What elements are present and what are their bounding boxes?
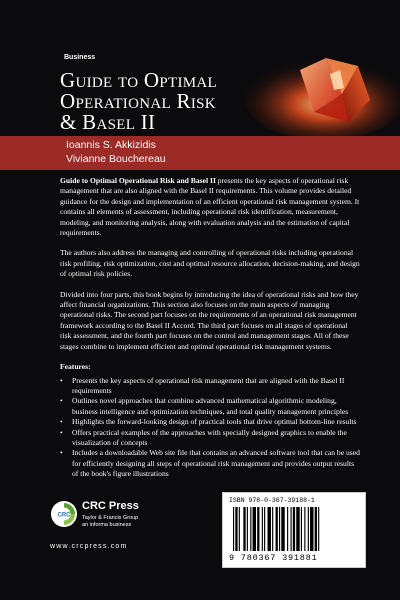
barcode-stripe [239,507,240,551]
description-paragraph [60,176,360,238]
publisher-name: CRC Press [82,500,139,512]
barcode-stripe [276,507,278,551]
barcode-stripe [264,507,265,551]
barcode-stripe [308,507,309,551]
barcode-stripe [233,507,234,551]
feature-item: • Offers practical examples of the approaches with specially designed graphics to enable the visualization of concepts [60,428,360,449]
feature-item: • Presents the key aspects of operational risk management that are aligned with the Basel II requirements [60,376,360,397]
barcode-stripe [253,507,256,551]
barcode-stripe [235,507,237,551]
barcode-image [233,507,357,551]
features-list [60,376,360,480]
author-band [0,136,400,170]
barcode-stripe [296,507,299,551]
category-label: Business [64,54,96,61]
crc-logo-text: CRC [57,512,71,519]
barcode-stripe [304,507,305,551]
barcode-stripe [262,507,263,551]
barcode-stripe [268,507,271,551]
barcode-stripe [287,507,288,551]
barcode-stripe [318,507,319,551]
barcode-stripe [293,507,295,551]
author-name: Ioannis S. Akkizidis [66,139,156,151]
intro-book-title: Guide to Optimal Operational Risk and Basel II [60,176,216,185]
title-line-1: Guide to Optimal [60,68,218,92]
publisher-url: www.crcpress.com [50,543,128,550]
barcode-stripe [272,507,273,551]
feature-item: • Outlines novel approaches that combine advanced mathematical algorithmic modeling, business intelligence and optimization techniques, and total quality management principles [60,396,360,417]
glowing-crystal-image [230,30,400,140]
title-line-2: Operational Risk [60,89,216,113]
description-paragraph: Divided into four parts, this book begins by introducing the idea of operational risks and how they affect financial organizations. This section also focuses on the main aspects of managing operational risks. The second part focuses on the requirements of an operational risk management framework according to the Basel II Accord. The third part focuses on all stages of operational risk assessment, and the fourth part focuses on the control and management stages. All of these stages combine to implement efficient and optimal operational risk management systems. [60,289,359,351]
feature-item: • Includes a downloadable Web site file that contains an advanced software tool that can be used for efficiently designing all steps of operational risk management and provides output results of the book's figure illustrations [60,448,360,479]
description-paragraph: The authors also address the managing and controlling of operational risks including operational risk profiling, risk optimization, cost and optimal resource allocation, decision-making, and design of optimal risk policies. [60,248,360,279]
barcode-stripe [291,507,292,551]
barcode-stripe [301,507,302,551]
barcode-stripe [281,507,284,551]
barcode-stripe [250,507,251,551]
title-line-3: & Basel II [60,110,156,134]
barcode-stripe [310,507,313,551]
barcode-number: 9 780367 391881 [229,553,318,563]
features-heading: Features: [60,362,91,372]
barcode-stripe [257,507,259,551]
intro-text: presents the key aspects of operational risk management that are also aligned with the Basel II requirements. This volume provides detailed guidance for the design and implementation of an efficient operational risk management system. It contains all elements of assessment, including operational risk identification, measurement, modeling, and monitoring analysis, along with evaluation analysis and the estimation of capital requirements. [60,176,360,238]
publisher-group-line: Taylor & Francis Group [82,515,139,521]
crc-press-logo [50,500,78,528]
barcode-stripe [247,507,248,551]
publisher-group-line: an informa business [82,522,132,528]
barcode-stripe [279,507,280,551]
barcode-stripe [315,507,317,551]
barcode-stripe [243,507,245,551]
author-name: Vivianne Bouchereau [66,153,166,165]
isbn-label: ISBN 978-0-367-39188-1 [229,497,315,504]
barcode-box [222,492,366,568]
book-description [60,176,360,480]
feature-item: • Highlights the forward-looking design of practical tools that drive optimal bottom-line results [60,417,360,427]
publisher-group [82,515,138,529]
